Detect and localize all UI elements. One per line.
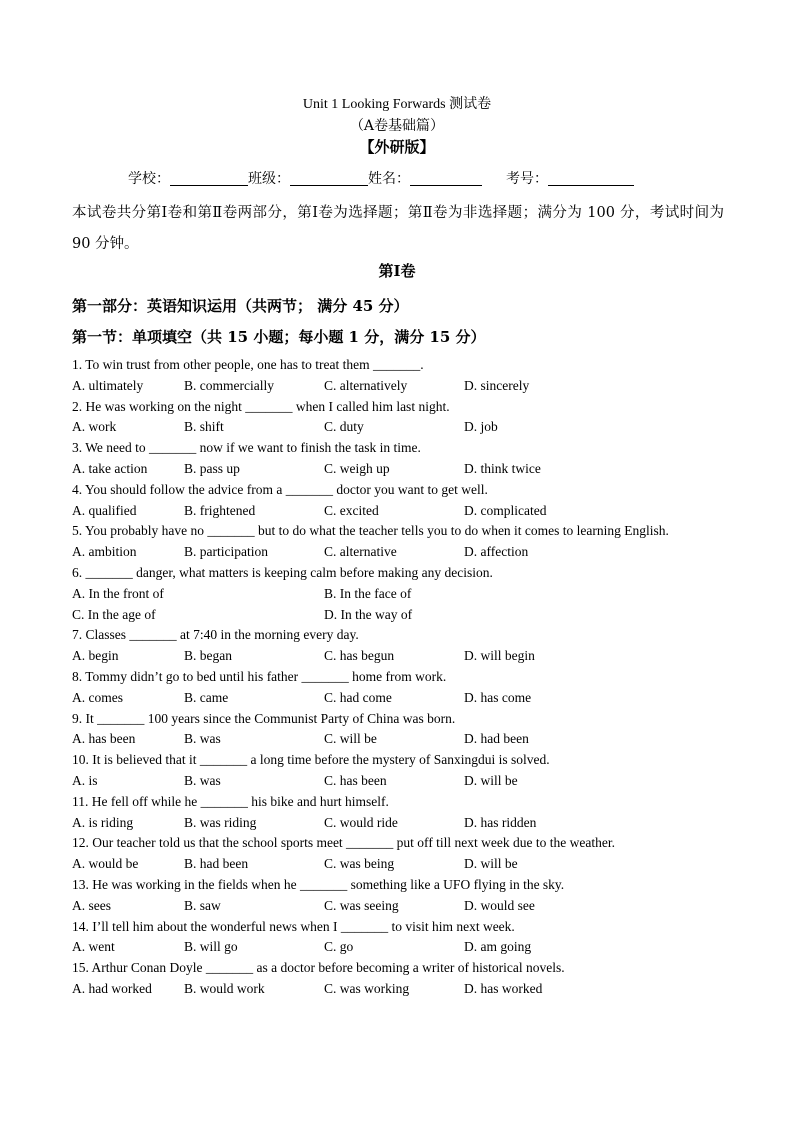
option-c[interactable]: C. had come [324,689,392,705]
option-a[interactable]: A. has been [72,731,136,747]
option-d[interactable]: D. will be [464,856,518,872]
option-a[interactable]: A. went [72,939,115,955]
exam-title: Unit 1 Looking Forwards 测试卷 [302,97,492,112]
option-d[interactable]: D. job [464,419,498,435]
option-d[interactable]: D. will be [464,772,518,788]
option-c[interactable]: C. excited [324,502,379,518]
option-d[interactable]: D. has ridden [464,814,537,830]
question-stem: 8. Tommy didn’t go to bed until his father _______ home from work. [72,668,447,684]
part-one-section-one-title: 第一节：单项填空（共 15 小题；每小题 1 分，满分 15 分） [72,328,486,346]
question-stem: 14. I’ll tell him about the wonderful news when I _______ to visit him next week. [72,918,515,934]
question-options [72,501,724,522]
number-blank[interactable] [548,170,634,186]
question-stem: 2. He was working on the night _______ when I called him last night. [72,398,450,414]
option-b[interactable]: B. was [184,731,221,747]
option-c[interactable]: C. go [324,939,354,955]
option-c[interactable]: C. In the age of [72,606,156,622]
option-b[interactable]: B. was [184,772,221,788]
question-options [72,459,724,480]
question-stem: 3. We need to _______ now if we want to finish the task in time. [72,440,421,456]
option-a[interactable]: A. is riding [72,814,134,830]
option-a[interactable]: A. sees [72,897,111,913]
option-c[interactable]: C. duty [324,419,364,435]
option-b[interactable]: B. In the face of [324,585,412,601]
question-list [72,355,724,1000]
option-d[interactable]: D. In the way of [324,606,413,622]
option-d[interactable]: D. has come [464,689,532,705]
question-options [72,542,724,563]
exam-instructions: 本试卷共分第Ⅰ卷和第Ⅱ卷两部分，第Ⅰ卷为选择题；第Ⅱ卷为非选择题；满分为 100 分，考试时间为 90 分钟。 [72,205,724,252]
edition-label: 【外研版】 [359,138,435,156]
option-b[interactable]: B. was riding [184,814,257,830]
option-a[interactable]: A. qualified [72,502,137,518]
option-b[interactable]: B. would work [184,980,265,996]
school-label: 学校： [128,171,170,187]
option-d[interactable]: D. will begin [464,648,535,664]
question-options [72,771,724,792]
name-blank[interactable] [410,170,482,186]
option-a[interactable]: A. work [72,419,117,435]
question-options [72,605,724,626]
question-stem: 12. Our teacher told us that the school sports meet _______ put off till next week due to the weather. [72,835,615,851]
number-label: 考号： [506,171,548,187]
option-b[interactable]: B. came [184,689,229,705]
option-b[interactable]: B. began [184,648,232,664]
section-title: 第Ⅰ卷 [378,262,416,280]
option-c[interactable]: C. weigh up [324,460,390,476]
question-stem: 6. _______ danger, what matters is keeping calm before making any decision. [72,564,493,580]
question-stem: 11. He fell off while he _______ his bike and hurt himself. [72,793,389,809]
question-stem: 4. You should follow the advice from a _______ doctor you want to get well. [72,481,488,497]
school-blank[interactable] [170,170,248,186]
option-a[interactable]: A. comes [72,689,123,705]
option-a[interactable]: A. would be [72,856,139,872]
question-options [72,688,724,709]
option-c[interactable]: C. has begun [324,648,395,664]
class-blank[interactable] [290,170,368,186]
question-options [72,729,724,750]
question-options [72,937,724,958]
question-options [72,376,724,397]
question-stem: 7. Classes _______ at 7:40 in the morning every day. [72,627,359,643]
option-c[interactable]: C. was being [324,856,395,872]
student-info-fields [128,167,634,191]
option-c[interactable]: C. was seeing [324,897,399,913]
option-d[interactable]: D. sincerely [464,377,530,393]
option-b[interactable]: B. pass up [184,460,240,476]
question-stem: 1. To win trust from other people, one has to treat them _______. [72,357,424,372]
question-stem: 10. It is believed that it _______ a long time before the mystery of Sanxingdui is solved. [72,752,550,768]
option-b[interactable]: B. saw [184,897,221,913]
option-d[interactable]: D. affection [464,544,529,560]
question-options [72,896,724,917]
option-c[interactable]: C. would ride [324,814,398,830]
option-a[interactable]: A. In the front of [72,585,164,601]
option-a[interactable]: A. ambition [72,544,137,560]
question-stem: 13. He was working in the fields when he _______ something like a UFO flying in the sky. [72,876,565,892]
part-one-title: 第一部分：英语知识运用（共两节； 满分 45 分） [72,297,409,315]
class-label: 班级： [248,171,290,187]
name-label: 姓名： [368,171,410,187]
option-a[interactable]: A. had worked [72,980,152,996]
question-options [72,854,724,875]
option-d[interactable]: D. complicated [464,502,547,518]
option-c[interactable]: C. will be [324,731,377,747]
option-d[interactable]: D. has worked [464,980,543,996]
option-d[interactable]: D. am going [464,939,532,955]
option-c[interactable]: C. was working [324,980,410,996]
option-d[interactable]: D. think twice [464,460,541,476]
option-b[interactable]: B. commercially [184,377,274,393]
option-a[interactable]: A. begin [72,648,119,664]
option-c[interactable]: C. has been [324,772,387,788]
question-options [72,813,724,834]
question-options [72,979,724,1000]
option-b[interactable]: B. frightened [184,502,256,518]
option-c[interactable]: C. alternative [324,544,397,560]
option-a[interactable]: A. take action [72,460,148,476]
question-options [72,417,724,438]
option-b[interactable]: B. participation [184,544,268,560]
question-stem: 9. It _______ 100 years since the Communist Party of China was born. [72,710,456,726]
exam-subtitle: （A卷基础篇） [349,118,445,134]
option-d[interactable]: D. had been [464,731,529,747]
question-options [72,584,724,605]
question-stem: 5. You probably have no _______ but to do what the teacher tells you to do when it comes to learning English. [72,523,669,539]
option-b[interactable]: B. will go [184,939,238,955]
option-b[interactable]: B. shift [184,419,224,435]
option-b[interactable]: B. had been [184,856,249,872]
option-a[interactable]: A. is [72,772,98,788]
question-options [72,646,724,667]
option-d[interactable]: D. would see [464,897,535,913]
question-stem: 15. Arthur Conan Doyle _______ as a doctor before becoming a writer of historical novels. [72,960,565,976]
option-c[interactable]: C. alternatively [324,377,408,393]
option-a[interactable]: A. ultimately [72,377,144,393]
